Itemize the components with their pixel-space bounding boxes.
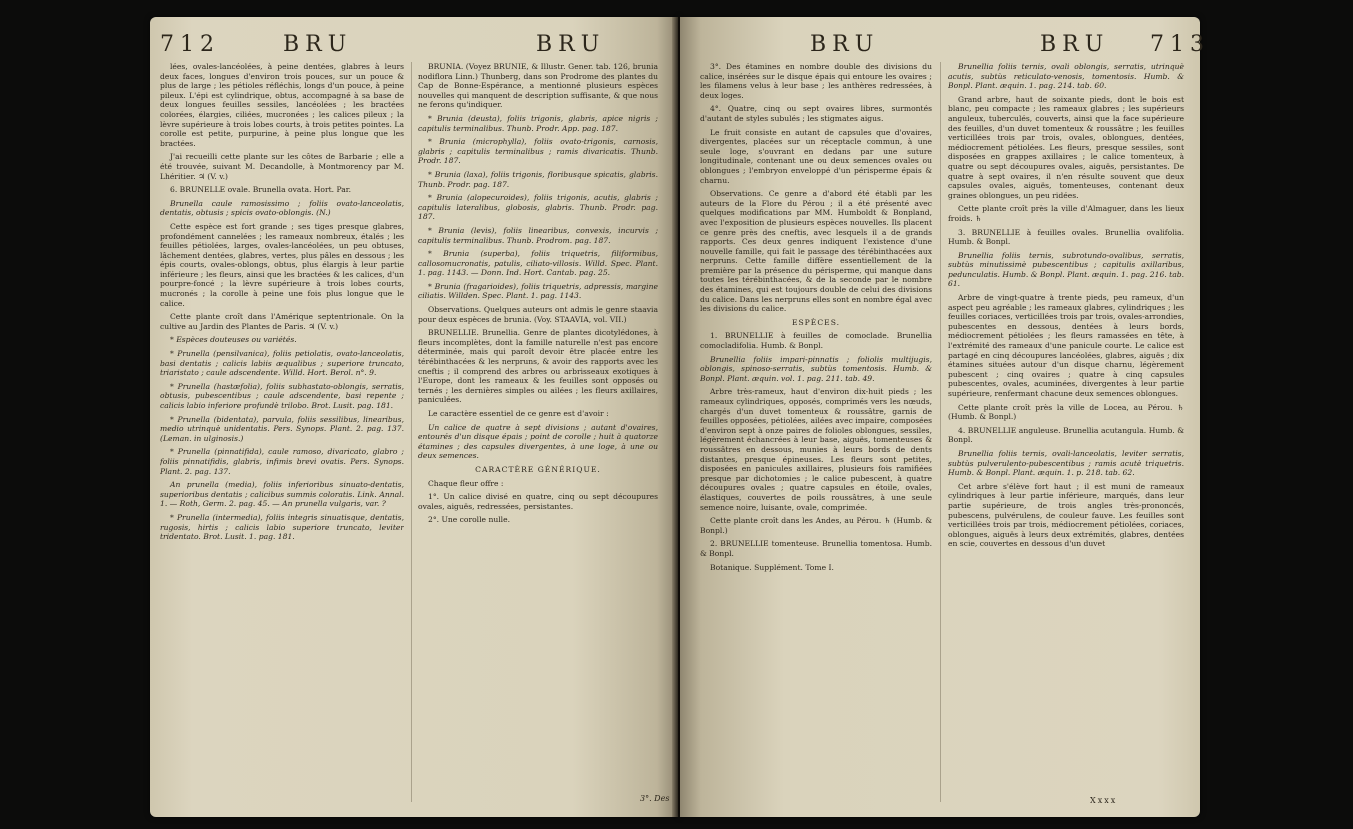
paragraph: lées, ovales-lancéolées, à peine dentées, glabres à leurs deux faces, longues d'environ trois pouces, sur un pouce & plus de large ; les pétioles réfléchis, longs d'un pouce, à peine pileux. L'épi est cylindrique, obtus, accompagné à sa base de deux longues feuilles sessiles, lancéolées ; les bractées colorées, élargies, ciliées, mucronées ; les calices pileux ; la lèvre supérieure à trois lobes courts, à trois petites pointes. La corolle est petite, purpurine, à peine plus longue que les bractées.: [160, 62, 404, 148]
paragraph: An prunella (media), foliis inferioribus sinuato-dentatis, superioribus dentatis ; calicibus summis coloratis. Link. Annal. 1. — Roth, Germ. 2. pag. 45. — An prunella vulgaris, var. ?: [160, 480, 404, 509]
paragraph: Cette espèce est fort grande ; ses tiges presque glabres, profondément cannelées ; les rameaux nombreux, étalés ; les feuilles pétiolées, larges, ovales-lancéolées, un peu obtuses, lâchement dentées, glabres, vertes, plus pâles en dessous ; les épis courts, ovales-oblongs, obtus, plus élargis à leur partie inférieure ; les fleurs, ainsi que les bractées & les calices, d'un pourpre-foncé ; la lèvre supérieure à trois lobes courts, mucronés ; la corolle à peine une fois plus longue que le calice.: [160, 221, 404, 308]
paragraph: * Prunella (pinnatifida), caule ramoso, divaricato, glabro ; foliis pinnatifidis, glabris, infimis brevi ovatis. Pers. Synops. Plant. 2. pag. 137.: [160, 447, 404, 476]
paragraph: * Brunia (deusta), foliis trigonis, glabris, apice nigris ; capitulis terminalibus. Thunb. Prodr. App. pag. 187.: [418, 113, 658, 133]
paragraph: * Espèces douteuses ou variétés.: [170, 335, 297, 345]
paragraph: Brunellia foliis ternis, subrotundo-ovalibus, serratis, subtùs minutissimè pubescentibus ; capitulis axillaribus, pedunculatis. Humb. & Bonpl. Plant. æquin. 1. pag. 216. tab. 61.: [948, 250, 1184, 289]
paragraph: Cette plante croît dans les Andes, au Pérou. ♄ (Humb. & Bonpl.): [700, 516, 932, 535]
paragraph: 1. BRUNELLIE à feuilles de comoclade. Brunellia comocladifolia. Humb. & Bonpl.: [700, 331, 932, 351]
paragraph: * Prunella (bidentata), parvula, foliis sessilibus, linearibus, medio utrinquè unidentatis. Pers. Synops. Plant. 2. pag. 137. (Leman. in ulginosis.): [160, 414, 404, 443]
paragraph: * Prunella (pensilvanica), foliis petiolatis, ovato-lanceolatis, basi dentatis ; calicis labiis æqualibus ; superiore truncato, triaristato ; caule adscendente. Willd. Hort. Berol. n°. 9.: [160, 349, 404, 378]
paragraph: J'ai recueilli cette plante sur les côtes de Barbarie ; elle a été trouvée, suivant M. Decandolle, à Montmorency par M. Lhéritier. ♃ (V. v.): [160, 152, 404, 181]
paragraph: 3°. Des étamines en nombre double des divisions du calice, insérées sur le disque épais qui entoure les ovaires ; les filamens velus à leur base ; les anthères redressées, à deux loges.: [700, 62, 932, 100]
paragraph: Brunellia foliis ternis, ovali-lanceolatis, leviter serratis, subtùs pulverulento-pubescentibus ; ramis acutè triquetris. Humb. & Bonpl. Plant. æquin. 1. p. 218. tab. 62.: [948, 448, 1184, 478]
paragraph: Cette plante croît près la ville de Locea, au Pérou. ♄ (Humb. & Bonpl.): [948, 402, 1184, 422]
paragraph: Observations. Ce genre a d'abord été établi par les auteurs de la Flore du Pérou ; il a été présenté avec quelques modifications par MM. Humboldt & Bonpland, avec l'exposition de plusieurs espèces nouvelles. Ils placent ce genre près des cneftis, avec lesquels il a de grands rapports. Ces deux genres indiquent l'existence d'une nouvelle famille, qui fait le passage des térébinthacées aux nerpruns. Cette famille diffère essentiellement de la première par la présence du périsperme, qui manque dans toutes les térébinthacées, & de la seconde par le nombre des étamines, qui est toujours double de celui des divisions du calice. Dans les nerpruns elles sont en nombre égal avec les divisions du calice.: [700, 189, 932, 314]
paragraph: * Brunia (laxa), foliis trigonis, floribusque spicatis, glabris. Thunb. Prodr. pag. 187.: [418, 169, 658, 189]
paragraph: Cet arbre s'élève fort haut ; il est muni de rameaux cylindriques à leur partie inférieure, marqués, dans leur partie supérieure, de trois angles très-prononcés, pubescens, pulvérulens, de couleur fauve. Les feuilles sont verticillées trois par trois, médiocrement pétiolées, coriaces, oblongues, aiguës à leurs deux extrémités, glabres, dentées en scie, couvertes en dessous d'un duvet: [948, 481, 1184, 549]
right-page-number: 713: [1150, 32, 1210, 57]
left-running-head-1: BRU: [283, 32, 353, 57]
right-running-head-1: BRU: [810, 32, 880, 57]
paragraph: BRUNELLIE. Brunellia. Genre de plantes dicotylédones, à fleurs incomplètes, dont la famille naturelle n'est pas encore déterminée, mais qui paroît devoir être placée entre les térébinthacées & les nerpruns, & avoir des rapports avec les cneftis ; il comprend des arbres ou arbrisseaux exotiques à l'Europe, dont les rameaux & les feuilles sont opposés ou ternés ; les dernières simples ou ailées ; les fleurs axillaires, paniculées.: [418, 328, 658, 405]
paragraph: Le fruit consiste en autant de capsules que d'ovaires, divergentes, placées sur un réceptacle commun, à une seule loge, s'ouvrant en dedans par une suture longitudinale, contenant une ou deux semences ovales ou oblongues ; l'embryon enveloppé d'un périsperme épais & charnu.: [700, 127, 932, 185]
paragraph: 4. BRUNELLIE anguleuse. Brunellia acutangula. Humb. & Bonpl.: [948, 425, 1184, 445]
paragraph: 4°. Quatre, cinq ou sept ovaires libres, surmontés d'autant de styles subulés ; les stigmates aigus.: [700, 104, 932, 123]
paragraph: Arbre très-rameux, haut d'environ dix-huit pieds ; les rameaux cylindriques, opposés, comprimés vers les nœuds, chargés d'un duvet tomenteux & roussâtre, garnis de feuilles opposées, pétiolées, ailées avec impaire, composées d'environ sept à onze paires de folioles oblongues, sessiles, légèrement échancrées à leur base, aiguës, tomenteuses & roussâtres en dessous, munies à leurs bords de dents distantes, presque épineuses. Les fleurs sont petites, disposées en panicules axillaires, plusieurs fois ramifiées presque par dichotomies ; le calice pubescent, à quatre découpures ovales ; quatre capsules en étoile, ovales, élastiques, couvertes de poils roussâtres, à une seule semence noire, luisante, ovale, comprimée.: [700, 387, 932, 512]
left-column-2: [418, 62, 658, 794]
paragraph: Brunellia foliis ternis, ovali oblongis, serratis, utrinquè acutis, subtùs reticulato-venosis, tomentosis. Humb. & Bonpl. Plant. æquin. 1. pag. 214. tab. 60.: [948, 62, 1184, 91]
paragraph: CARACTÈRE GÉNÉRIQUE.: [475, 464, 601, 474]
paragraph: Cette plante croît dans l'Amérique septentrionale. On la cultive au Jardin des Plantes de Paris. ♃ (V. v.): [160, 312, 404, 331]
left-catchword: 3°. Des: [640, 794, 670, 803]
paragraph: * Brunia (levis), foliis linearibus, convexis, incurvis ; capitulis terminalibus. Thunb. Prodrom. pag. 187.: [418, 225, 658, 245]
paragraph: Brunellia foliis impari-pinnatis ; foliolis multijugis, oblongis, spinoso-serratis, subtùs tomentosis. Humb. & Bonpl. Plant. æquin. vol. 1. pag. 211. tab. 49.: [700, 354, 932, 383]
right-column-1: [700, 62, 932, 807]
paragraph: Un calice de quatre à sept divisions ; autant d'ovaires, entourés d'un disque épais ; point de corolle ; huit à quatorze étamines ; des capsules divergentes, à une loge, à une ou deux semences.: [418, 422, 658, 461]
paragraph: 6. BRUNELLE ovale. Brunella ovata. Hort. Par.: [170, 185, 352, 195]
paragraph: BRUNIA. (Voyez BRUNIE, & Illustr. Gener. tab. 126, brunia nodiflora Linn.) Thunberg, dans son Prodrome des plantes du Cap de Bonne-Espérance, a mentionné plusieurs espèces nouvelles qui manquent de description suffisante, & que nous ne ferons qu'indiquer.: [418, 62, 658, 110]
paragraph: 1°. Un calice divisé en quatre, cinq ou sept découpures ovales, aiguës, redressées, persistantes.: [418, 492, 658, 511]
paragraph: Brunella caule ramosissimo ; foliis ovato-lanceolatis, dentatis, obtusis ; spicis ovato-oblongis. (N.): [160, 198, 404, 218]
paragraph: ESPÈCES.: [791, 317, 841, 327]
right-running-head-2: BRU: [1040, 32, 1110, 57]
paragraph: * Brunia (superba), foliis triquetris, filiformibus, callosomucronatis, patulis, ciliato-villosis. Willd. Spec. Plant. 1. pag. 1143. — Donn. Ind. Hort. Cantab. pag. 25.: [418, 249, 658, 278]
left-running-head-2: BRU: [536, 32, 606, 57]
paragraph: Botanique. Supplément. Tome I.: [710, 562, 834, 572]
paragraph: Observations. Quelques auteurs ont admis le genre staavia pour deux espèces de brunia. (Voy. STAAVIA, vol. VII.): [418, 305, 658, 324]
paragraph: 3. BRUNELLIE à feuilles ovales. Brunellia ovalifolia. Humb. & Bonpl.: [948, 227, 1184, 247]
right-column-rule: [940, 62, 941, 802]
right-column-2: [948, 62, 1184, 794]
paragraph: Arbre de vingt-quatre à trente pieds, peu rameux, d'un aspect peu agréable ; les rameaux glabres, cylindriques ; les feuilles coriaces, verticillées trois par trois, ovales-arrondies, pubescentes en dessous, dentées à leurs bords, médiocrement pétiolées ; les fleurs ramassées en tête, à l'extrémité des rameaux d'une panicule courte. Le calice est partagé en cinq découpures lancéolées, glabres, aiguës ; dix étamines situées autour d'un disque charnu, légèrement pubescent ; cinq ovaires ; quatre à cinq capsules pubescentes, ovales, acuminées, divergentes à leur partie supérieure, renfermant chacune deux semences oblongues.: [948, 293, 1184, 398]
paragraph: Cette plante croît près la ville d'Almaguer, dans les lieux froids. ♄: [948, 204, 1184, 223]
left-page-number: 712: [160, 32, 220, 57]
paragraph: Chaque fleur offre :: [428, 478, 504, 488]
paragraph: Le caractère essentiel de ce genre est d'avoir :: [428, 409, 609, 418]
left-column-rule: [411, 62, 412, 802]
left-column-1: [160, 62, 404, 807]
signature-mark: Xxxx: [1090, 796, 1118, 805]
paragraph: Grand arbre, haut de soixante pieds, dont le bois est blanc, peu compacte ; les rameaux glabres ; les supérieurs anguleux, tuberculés, couverts, ainsi que la face supérieure des feuilles, d'un duvet tomenteux & roussâtre ; les feuilles verticillées trois par trois, ovales, oblongues, dentées, médiocrement pétiolées. Les fleurs, presque sessiles, sont disposées en grappes axillaires ; le calice tomenteux, à quatre ou sept découpures ovales, aiguës, persistantes. De quatre à sept ovaires, il n'en résulte souvent que deux capsules ovales, aiguës, tomenteuses, contenant deux graines oblongues, un peu ridées.: [948, 94, 1184, 200]
paragraph: * Prunella (intermedia), foliis integris sinuatisque, dentatis, rugosis, hirtis ; calicis labio superiore truncato, leviter tridentato. Brot. Lusit. 1. pag. 181.: [160, 512, 404, 542]
paragraph: 2°. Une corolle nulle.: [428, 515, 510, 525]
paragraph: * Brunia (microphylla), foliis ovato-trigonis, carnosis, glabris ; capitulis terminalibus ; ramis divaricatis. Thunb. Prodr. 187.: [418, 137, 658, 166]
paragraph: * Brunia (fragarioides), foliis triquetris, adpressis, margine ciliatis. Willden. Spec. Plant. 1. pag. 1143.: [418, 281, 658, 301]
paragraph: 2. BRUNELLIE tomenteuse. Brunellia tomentosa. Humb. & Bonpl.: [700, 539, 932, 558]
paragraph: * Prunella (hastæfolia), foliis subhastato-oblongis, serratis, obtusis, pubescentibus ; caule adscendente, basi repente ; calicis labio inferiore profundè trilobo. Brot. Lusit. pag. 181.: [160, 381, 404, 410]
paragraph: * Brunia (alopecuroides), foliis trigonis, acutis, glabris ; capitulis lateralibus, globosis, glabris. Thunb. Prodr. pag. 187.: [418, 193, 658, 222]
